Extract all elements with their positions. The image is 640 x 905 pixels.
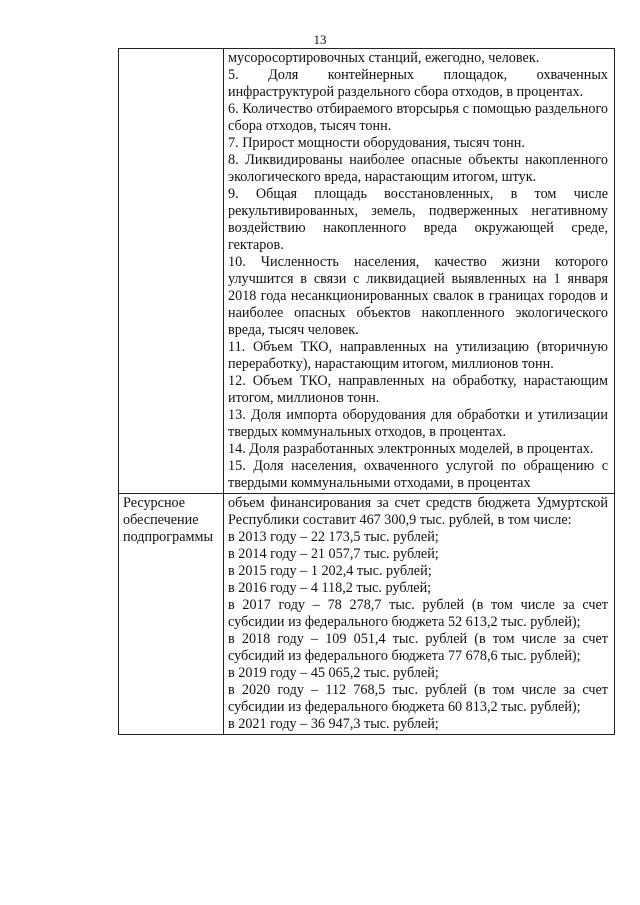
row-content bbox=[224, 49, 615, 494]
list-item: в 2018 году – 109 051,4 тыс. рублей (в том числе за счет субсидий из федерального бюджета 77 678,6 тыс. рублей); bbox=[228, 631, 608, 664]
list-item: в 2014 году – 21 057,7 тыс. рублей; bbox=[228, 546, 439, 562]
list-item: в 2020 году – 112 768,5 тыс. рублей (в том числе за счет субсидии из федерального бюджета 60 813,2 тыс. рублей); bbox=[228, 682, 608, 715]
list-item: в 2021 году – 36 947,3 тыс. рублей; bbox=[228, 716, 439, 732]
page-number: 13 bbox=[313, 32, 327, 47]
list-item: 12. Объем ТКО, направленных на обработку, нарастающим итогом, миллионов тонн. bbox=[228, 373, 608, 406]
list-item: 14. Доля разработанных электронных моделей, в процентах. bbox=[228, 441, 594, 457]
row-label: Ресурсное обеспечение подпрограммы bbox=[119, 494, 224, 735]
list-item: в 2017 году – 78 278,7 тыс. рублей (в том числе за счет субсидии из федерального бюджета 52 613,2 тыс. рублей); bbox=[228, 597, 608, 630]
list-item: в 2015 году – 1 202,4 тыс. рублей; bbox=[228, 563, 432, 579]
table-row bbox=[119, 494, 615, 735]
list-item: в 2013 году – 22 173,5 тыс. рублей; bbox=[228, 529, 439, 545]
list-item: 6. Количество отбираемого вторсырья с помощью раздельного сбора отходов, тысяч тонн. bbox=[228, 101, 608, 134]
list-item: 11. Объем ТКО, направленных на утилизацию (вторичную переработку), нарастающим итогом, миллионов тонн. bbox=[228, 339, 608, 372]
list-item: 8. Ликвидированы наиболее опасные объекты накопленного экологического вреда, нарастающим итогом, штук. bbox=[228, 152, 608, 185]
list-item: 5. Доля контейнерных площадок, охваченных инфраструктурой раздельного сбора отходов, в процентах. bbox=[228, 67, 608, 100]
list-item: в 2019 году – 45 065,2 тыс. рублей; bbox=[228, 665, 439, 681]
list-item: в 2016 году – 4 118,2 тыс. рублей; bbox=[228, 580, 432, 596]
list-item: 13. Доля импорта оборудования для обработки и утилизации твердых коммунальных отходов, в процентах. bbox=[228, 407, 608, 440]
list-item: 10. Численность населения, качество жизни которого улучшится в связи с ликвидацией выявленных на 1 января 2018 года несанкционированных свалок в границах городов и наиболее опасных объектов накопленного экологического вреда, тысяч человек. bbox=[228, 254, 608, 338]
row-content bbox=[224, 494, 615, 735]
list-item: мусоросортировочных станций, ежегодно, человек. bbox=[228, 50, 540, 66]
list-item: объем финансирования за счет средств бюджета Удмуртской Республики составит 467 300,9 тыс. рублей, в том числе: bbox=[228, 495, 608, 528]
table-row bbox=[119, 49, 615, 494]
list-item: 7. Прирост мощности оборудования, тысяч тонн. bbox=[228, 135, 525, 151]
passport-table bbox=[118, 48, 615, 735]
row-label bbox=[119, 49, 224, 494]
list-item: 9. Общая площадь восстановленных, в том числе рекультивированных, земель, подверженных негативному воздействию накопленного вреда окружающей среде, гектаров. bbox=[228, 186, 608, 253]
list-item: 15. Доля населения, охваченного услугой по обращению с твердыми коммунальными отходами, в процентах bbox=[228, 458, 608, 491]
